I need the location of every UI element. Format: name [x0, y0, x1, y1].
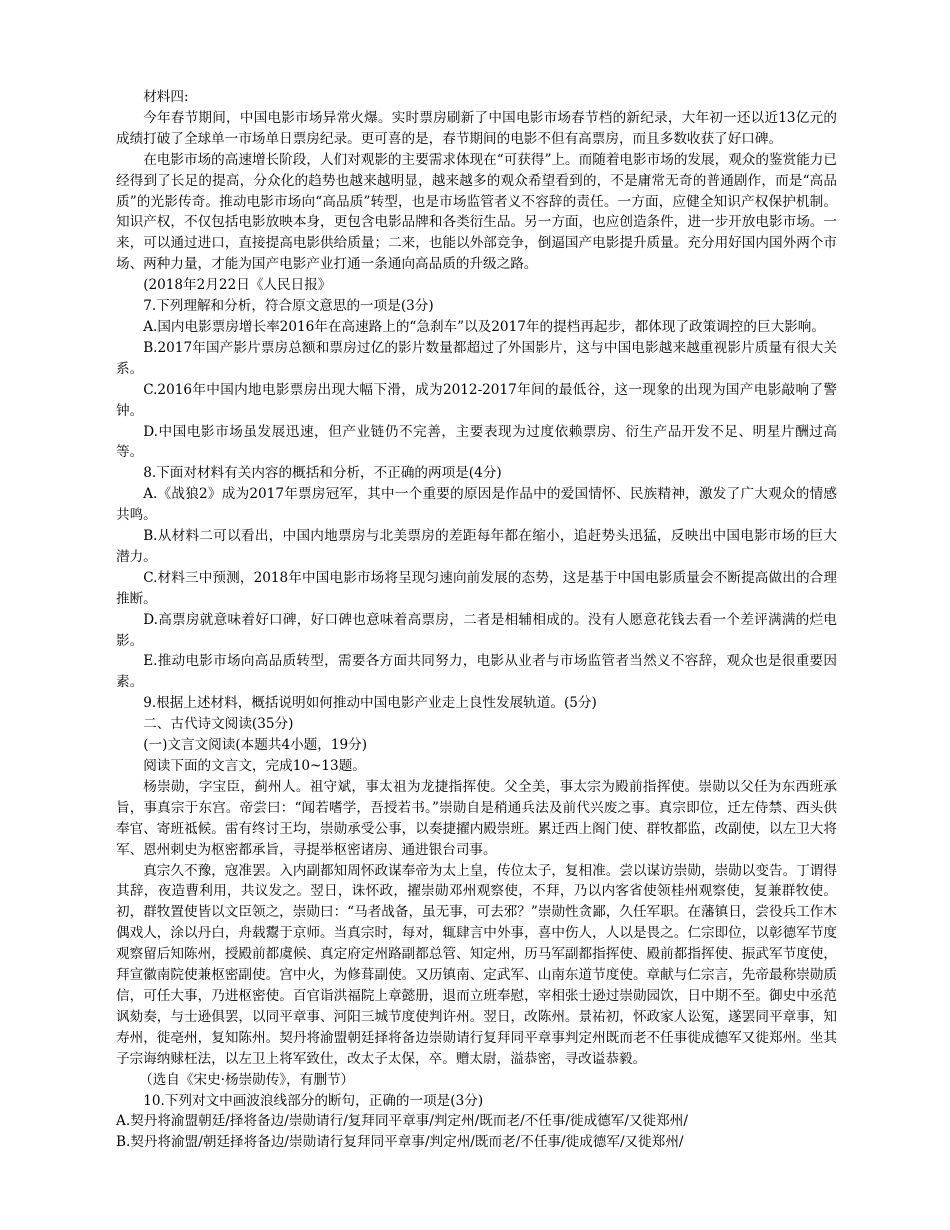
material4-source: (2018年2月22日《人民日报》	[143, 277, 332, 294]
passage-paragraph-2: 真宗久不豫，寇准罢。入内副都知周怀政谋奉帝为太上皇，传位太子，复相准。尝以谋访崇勋，崇勋以变告。丁谓得其辞，夜造曹利用，共议发之。翌日，诛怀政，擢崇勋邓州观察使，不拜，乃以内客省使领桂州观察使，复兼群牧使。初，群牧置使皆以文臣领之，崇勋曰：“马者战备，虽无事，可去邪？”崇勋性贪鄙，久任军职。在藩镇日，尝役兵工作木偶戏人，涂以丹白，舟载鬻于京师。当真宗时，每对，辄肆言中外事，喜中伤人，人以是畏之。仁宗即位，以彰德军节度观察留后知陈州，授殿前都虞候、真定府定州路副都总管、知定州，历马军副都指挥使、殿前都指挥使、振武军节度使，拜宣徽南院使兼枢密副使。宫中火，为修葺副使。又历镇南、定武军、山南东道节度使。章献与仁宗言，先帝最称崇勋质信，可任大事，乃进枢密使。百官诣洪福院上章懿册，退而立班奉慰，宰相张士逊过崇勋园饮，日中期不至。御史中丞范讽劾奏，与士逊俱罢，以同平章事、河阳三城节度使判许州。翌日，改陈州。景祐初，怀政家人讼冤，遂罢同平章事，知寿州，徙亳州，复知陈州。契丹将渝盟朝廷择将备边崇勋请行复拜同平章事判定州既而老不任事徙成德军又徙郑州。坐其子宗诲纳赇枉法，以左卫上将军致仕，改太子太保，卒。赠太尉，溢恭密，寻改谥恭毅。	[116, 862, 837, 1067]
question-8-option-c: C.材料三中预测，2018年中国电影市场将呈现匀速向前发展的态势，这是基于中国电影质量会不断提高做出的合理推断。	[116, 569, 837, 607]
passage-source: （选自《宋史·杨崇勋传》，有删节）	[139, 1071, 355, 1088]
material4-paragraph-2: 在电影市场的高速增长阶段，人们对观影的主要需求体现在“可获得”上。而随着电影市场的发展，观众的鉴赏能力已经得到了长足的提高，分众化的趋势也越来越明显，越来越多的观众希望看到的，不是庸常无奇的普通剧作，而是“高品质”的光影传奇。推动电影市场向“高品质”转型，也是市场监管者义不容辞的责任。一方面，应健全知识产权保护机制。知识产权，不仅包括电影放映本身，更包含电影品牌和各类衍生品。另一方面，也应创造条件，进一步开放电影市场。一来，可以通过进口，直接提高电影供给质量；二来，也能以外部竞争，倒逼国产电影提升质量。充分用好国内国外两个市场、两种力量，才能为国产电影产业打通一条通向高品质的升级之路。	[116, 151, 837, 273]
section-heading: 二、古代诗文阅读(35分)	[143, 716, 294, 733]
question-10-option-b: B.契丹将渝盟/朝廷择将备边/崇勋请行复拜同平章事/判定州/既而老/不任事/徙成德军/又徙郑州/	[116, 1134, 684, 1151]
question-8-option-a: A.《战狼2》成为2017年票房冠军，其中一个重要的原因是作品中的爱国情怀、民族精神，激发了广大观众的情感共鸣。	[116, 486, 837, 524]
question-8-option-b: B.从材料二可以看出，中国内地票房与北美票房的差距每年都在缩小，追赶势头迅猛，反映出中国电影市场的巨大潜力。	[116, 528, 837, 565]
question-7: 7.下列理解和分析，符合原文意思的一项是(3分)	[143, 298, 434, 315]
passage-paragraph-1: 杨崇勋，字宝臣，蓟州人。祖守斌，事太祖为龙捷指挥使。父全美，事太宗为殿前指挥使。崇勋以父任为东西班承旨，事真宗于东宫。帝尝曰：“闻若嗜学，吾授若书。”崇勋自是稍通兵法及前代兴废之事。真宗即位，迁左侍禁、西头供奉官、寄班祗候。雷有终讨王均，崇勋承受公事，以奏捷擢内殿崇班。累迁西上阁门使、群牧都监，改副使，以左卫大将军、恩州刺史为枢密都承旨，寻提举枢密诸房、通进银台司事。	[116, 778, 837, 858]
material4-paragraph-1: 今年春节期间，中国电影市场异常火爆。实时票房刷新了中国电影市场春节档的新纪录，大年初一还以近13亿元的成绩打破了全球单一市场单日票房纪录。更可喜的是，春节期间的电影不但有高票房，而且多数收获了好口碑。	[116, 109, 837, 147]
question-7-option-a: A.国内电影票房增长率2016年在高速路上的“急刹车”以及2017年的提档再起步，都体现了政策调控的巨大影响。	[143, 318, 825, 335]
question-8-option-e: E.推动电影市场向高品质转型，需要各方面共同努力，电影从业者与市场监管者当然义不容辞，观众也是很重要因素。	[116, 653, 837, 691]
material4-title: 材料四:	[143, 89, 189, 105]
question-7-option-c: C.2016年中国内地电影票房出现大幅下滑，成为2012-2017年间的最低谷，这一现象的出现为国产电影敲响了警钟。	[116, 381, 837, 419]
question-9: 9.根据上述材料，概括说明如何推动中国电影产业走上良性发展轨道。(5分)	[143, 695, 597, 712]
question-8: 8.下面对材料有关内容的概括和分析，不正确的两项是(4分)	[143, 465, 502, 482]
question-10: 10.下列对文中画波浪线部分的断句，正确的一项是(3分)	[143, 1092, 484, 1109]
question-7-option-d: D.中国电影市场虽发展迅速，但产业链仍不完善，主要表现为过度依赖票房、衍生产品开发不足、明星片酬过高等。	[116, 423, 837, 461]
question-8-option-d: D.高票房就意味着好口碑，好口碑也意味着高票房，二者是相辅相成的。没有人愿意花钱去看一个差评满满的烂电影。	[116, 611, 837, 649]
question-10-option-a: A.契丹将渝盟朝廷/择将备边/崇勋请行/复拜同平章事/判定州/既而老/不任事/徙成德军/又徙郑州/	[116, 1113, 688, 1130]
subsection-heading: (一)文言文阅读(本题共4小题，19分)	[143, 737, 368, 754]
question-7-option-b: B.2017年国产影片票房总额和票房过亿的影片数量都超过了外国影片，这与中国电影越来越重视影片质量有很大关系。	[116, 339, 837, 377]
reading-instruction: 阅读下面的文言文，完成10~13题。	[143, 758, 366, 774]
